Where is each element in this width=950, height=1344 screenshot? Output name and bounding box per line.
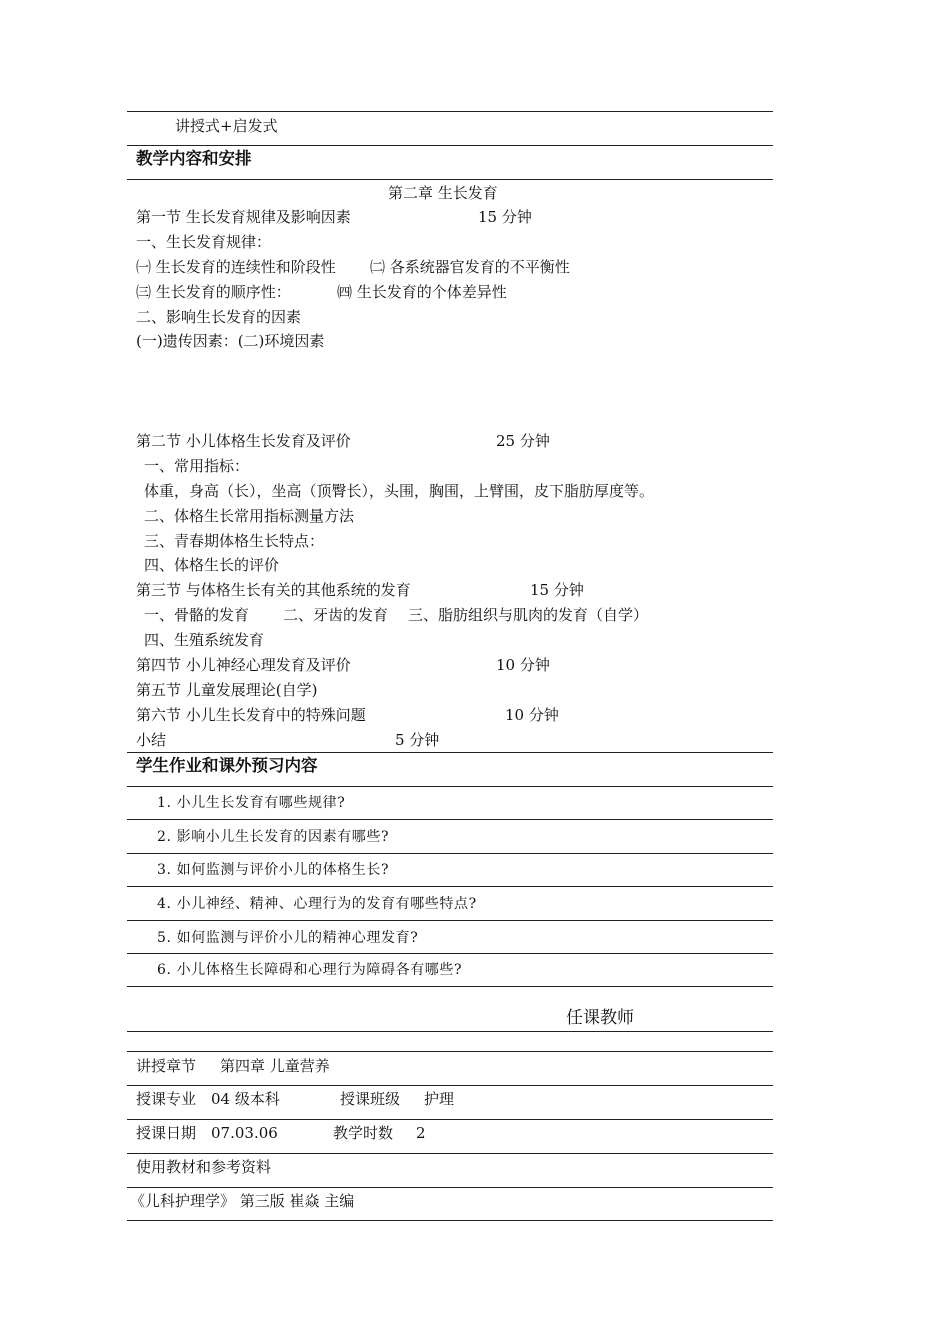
rule [127,886,773,887]
materials-label: 使用教材和参考资料 [136,1158,272,1176]
rule [127,1153,773,1154]
section-1-title: 第一节 生长发育规律及影响因素 [136,208,351,226]
rule [127,1220,773,1221]
rule [127,786,773,787]
section-2-title: 第二节 小儿体格生长发育及评价 [136,432,351,450]
content-line: 四、生殖系统发育 [144,631,265,649]
date-value: 07.03.06 [211,1124,278,1142]
rule [127,1119,773,1120]
rule [127,145,773,146]
homework-item: 5. 如何监测与评价小儿的精神心理发育? [157,930,419,946]
chapter-title: 第二章 生长发育 [388,184,498,202]
content-line: 一、生长发育规律： [136,233,272,251]
section-3-time: 15 分钟 [530,581,584,599]
content-line: 一、常用指标： [144,457,250,475]
rule [127,1051,773,1052]
rule [127,920,773,921]
homework-item: 2. 影响小儿生长发育的因素有哪些? [157,829,390,845]
chapter-label: 讲授章节 [136,1057,197,1075]
content-line: 三、青春期体格生长特点： [144,532,325,550]
rule [127,1085,773,1086]
summary-label: 小结 [136,731,167,749]
homework-heading: 学生作业和课外预习内容 [136,756,318,775]
content-line: ㈠ 生长发育的连续性和阶段性 [136,258,336,276]
rule [127,853,773,854]
homework-item: 3. 如何监测与评价小儿的体格生长? [157,862,390,878]
content-line: 一、骨骼的发育 [144,606,250,624]
rule [127,986,773,987]
content-line: 四、体格生长的评价 [144,556,280,574]
section-3-title: 第三节 与体格生长有关的其他系统的发育 [136,581,411,599]
content-line: 体重，身高（长），坐高（顶臀长），头围，胸围，上臂围，皮下脂肪厚度等。 [144,482,655,500]
section-6-time: 10 分钟 [505,706,559,724]
rule [127,1187,773,1188]
teaching-method: 讲授式+启发式 [175,117,278,135]
section-6-title: 第六节 小儿生长发育中的特殊问题 [136,706,366,724]
rule [127,819,773,820]
rule [127,752,773,753]
materials-value: 《儿科护理学》 第三版 崔焱 主编 [130,1192,355,1210]
hours-label: 教学时数 [333,1124,394,1142]
rule [127,953,773,954]
content-line: (一)遗传因素：(二)环境因素 [136,332,325,350]
homework-item: 1. 小儿生长发育有哪些规律? [157,795,346,811]
date-label: 授课日期 [136,1124,197,1142]
rule [127,1031,773,1032]
rule [127,111,773,112]
homework-item: 6. 小儿体格生长障碍和心理行为障碍各有哪些? [157,962,463,978]
content-line: 三、脂肪组织与肌肉的发育（自学） [408,606,649,624]
section-4-time: 10 分钟 [496,656,550,674]
hours-value: 2 [416,1124,426,1142]
section-4-title: 第四节 小儿神经心理发育及评价 [136,656,351,674]
section-5-title: 第五节 儿童发展理论(自学) [136,681,318,699]
rule [127,179,773,180]
teacher-label: 任课教师 [566,1008,634,1028]
major-value: 04 级本科 [211,1090,280,1108]
major-label: 授课专业 [136,1090,197,1108]
summary-time: 5 分钟 [395,731,440,749]
content-line: ㈢ 生长发育的顺序性： [136,283,291,301]
homework-item: 4. 小儿神经、精神、心理行为的发育有哪些特点? [157,896,477,912]
content-line: ㈣ 生长发育的个体差异性 [337,283,507,301]
class-label: 授课班级 [340,1090,401,1108]
content-line: 二、牙齿的发育 [283,606,389,624]
content-line: 二、体格生长常用指标测量方法 [144,507,355,525]
section-1-time: 15 分钟 [478,208,532,226]
class-value: 护理 [424,1090,455,1108]
chapter-value: 第四章 儿童营养 [220,1057,330,1075]
content-line: ㈡ 各系统器官发育的不平衡性 [370,258,570,276]
content-line: 二、影响生长发育的因素 [136,308,302,326]
content-heading: 教学内容和安排 [136,149,252,168]
section-2-time: 25 分钟 [496,432,550,450]
